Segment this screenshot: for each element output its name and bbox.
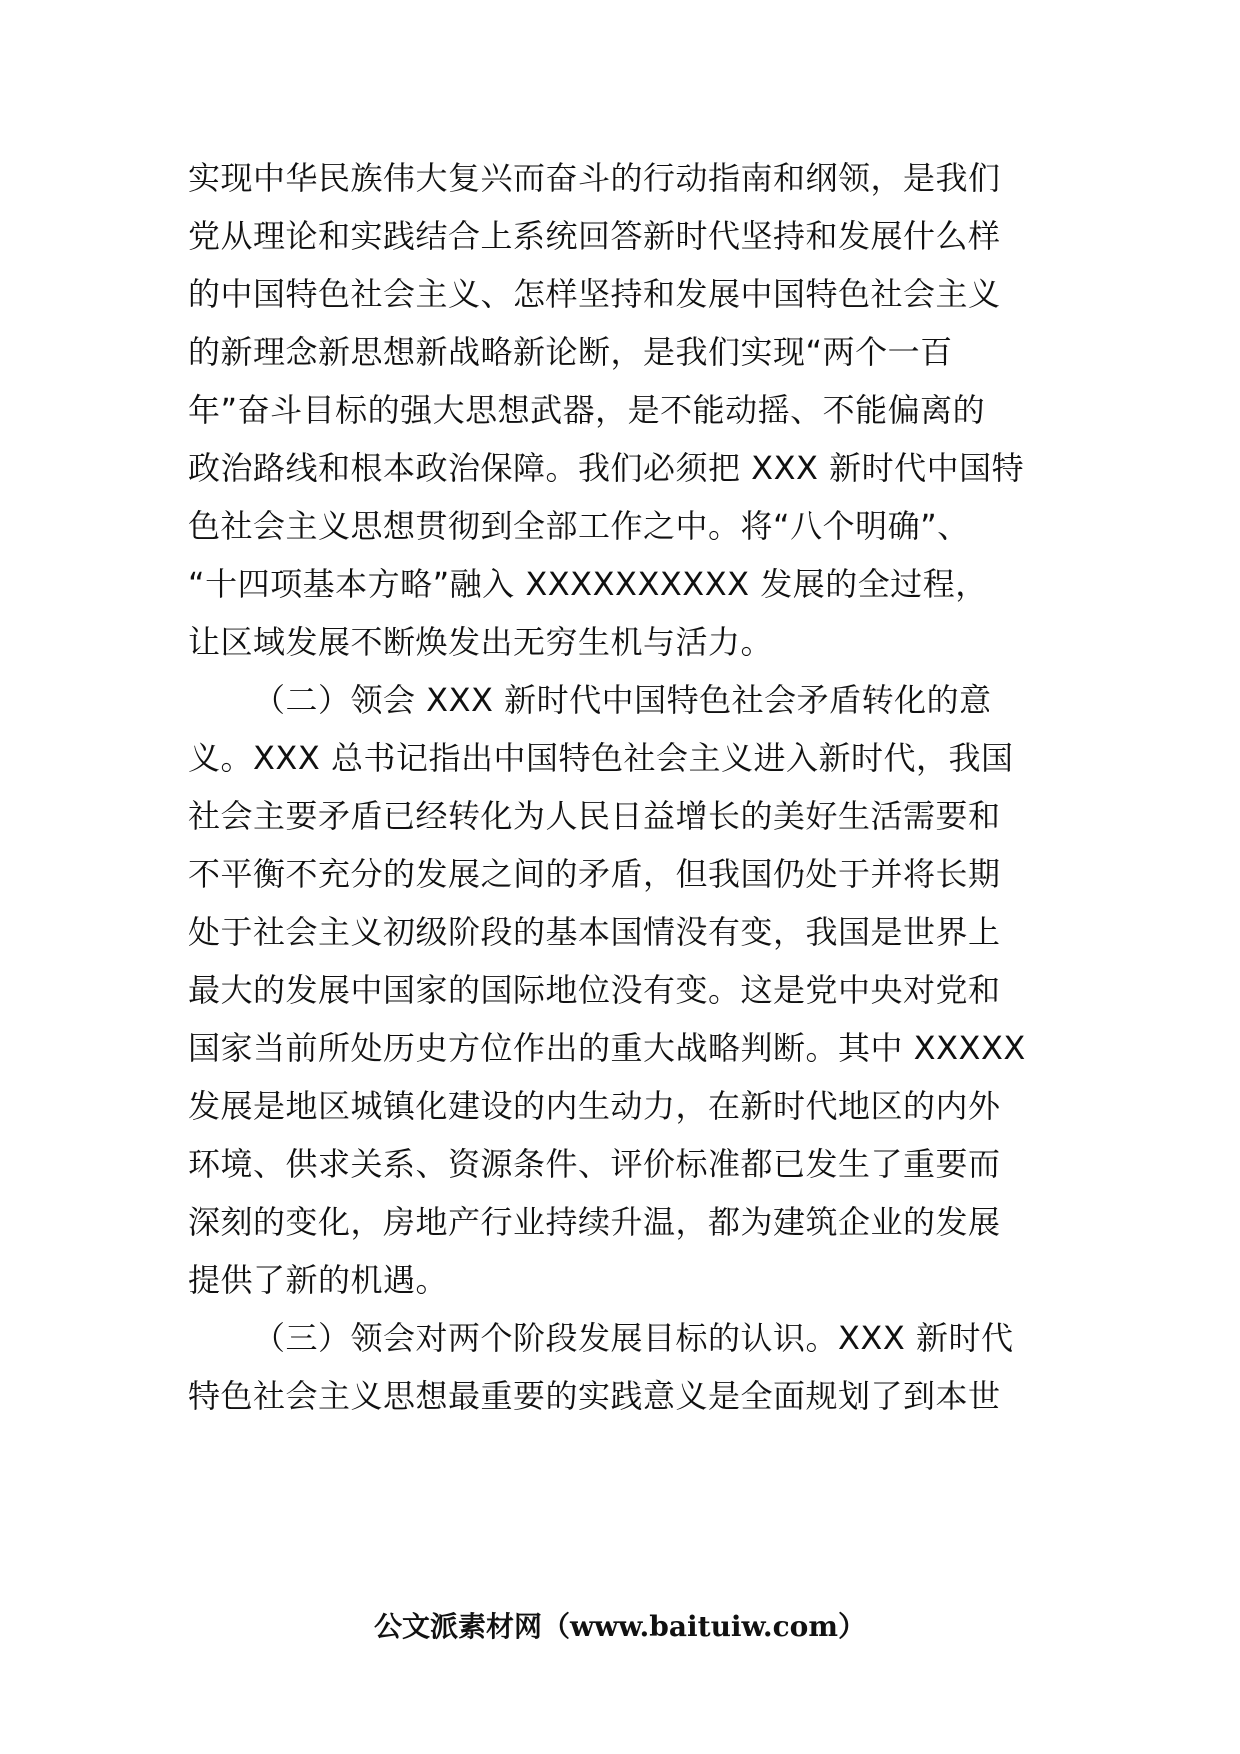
body-line: 政治路线和根本政治保障。我们必须把 XXX 新时代中国特 [188,449,1025,487]
body-line: 实现中华民族伟大复兴而奋斗的行动指南和纲领，是我们 [188,159,1001,197]
body-line: 社会主要矛盾已经转化为人民日益增长的美好生活需要和 [188,797,1001,835]
body-line: 让区域发展不断焕发出无穷生机与活力。 [188,623,774,661]
body-line: 深刻的变化，房地产行业持续升温，都为建筑企业的发展 [188,1203,1001,1241]
body-line: 党从理论和实践结合上系统回答新时代坚持和发展什么样 [188,217,1001,255]
body-line: 的新理念新思想新战略新论断，是我们实现“两个一百 [188,333,953,371]
section-heading-line: （二）领会 XXX 新时代中国特色社会矛盾转化的意 [253,681,992,719]
body-line: 提供了新的机遇。 [188,1261,449,1299]
footer-watermark: 公文派素材网（www.baituiw.com） [374,1610,866,1643]
section-heading-line: （三）领会对两个阶段发展目标的认识。XXX 新时代 [253,1319,1014,1357]
body-line: 国家当前所处历史方位作出的重大战略判断。其中 XXXXX [188,1029,1026,1067]
body-line: “十四项基本方略”融入 XXXXXXXXXX 发展的全过程， [188,565,988,603]
body-line: 处于社会主义初级阶段的基本国情没有变，我国是世界上 [188,913,1001,951]
body-line: 发展是地区城镇化建设的内生动力，在新时代地区的内外 [188,1087,1001,1125]
body-line: 特色社会主义思想最重要的实践意义是全面规划了到本世 [188,1377,1001,1415]
body-line: 最大的发展中国家的国际地位没有变。这是党中央对党和 [188,971,1001,1009]
body-line: 色社会主义思想贯彻到全部工作之中。将“八个明确”、 [188,507,970,545]
body-line: 的中国特色社会主义、怎样坚持和发展中国特色社会主义 [188,275,1001,313]
body-line: 年”奋斗目标的强大思想武器，是不能动摇、不能偏离的 [188,391,986,429]
body-line: 义。XXX 总书记指出中国特色社会主义进入新时代，我国 [188,739,1014,777]
body-line: 不平衡不充分的发展之间的矛盾，但我国仍处于并将长期 [188,855,1001,893]
body-line: 环境、供求关系、资源条件、评价标准都已发生了重要而 [188,1145,1001,1183]
